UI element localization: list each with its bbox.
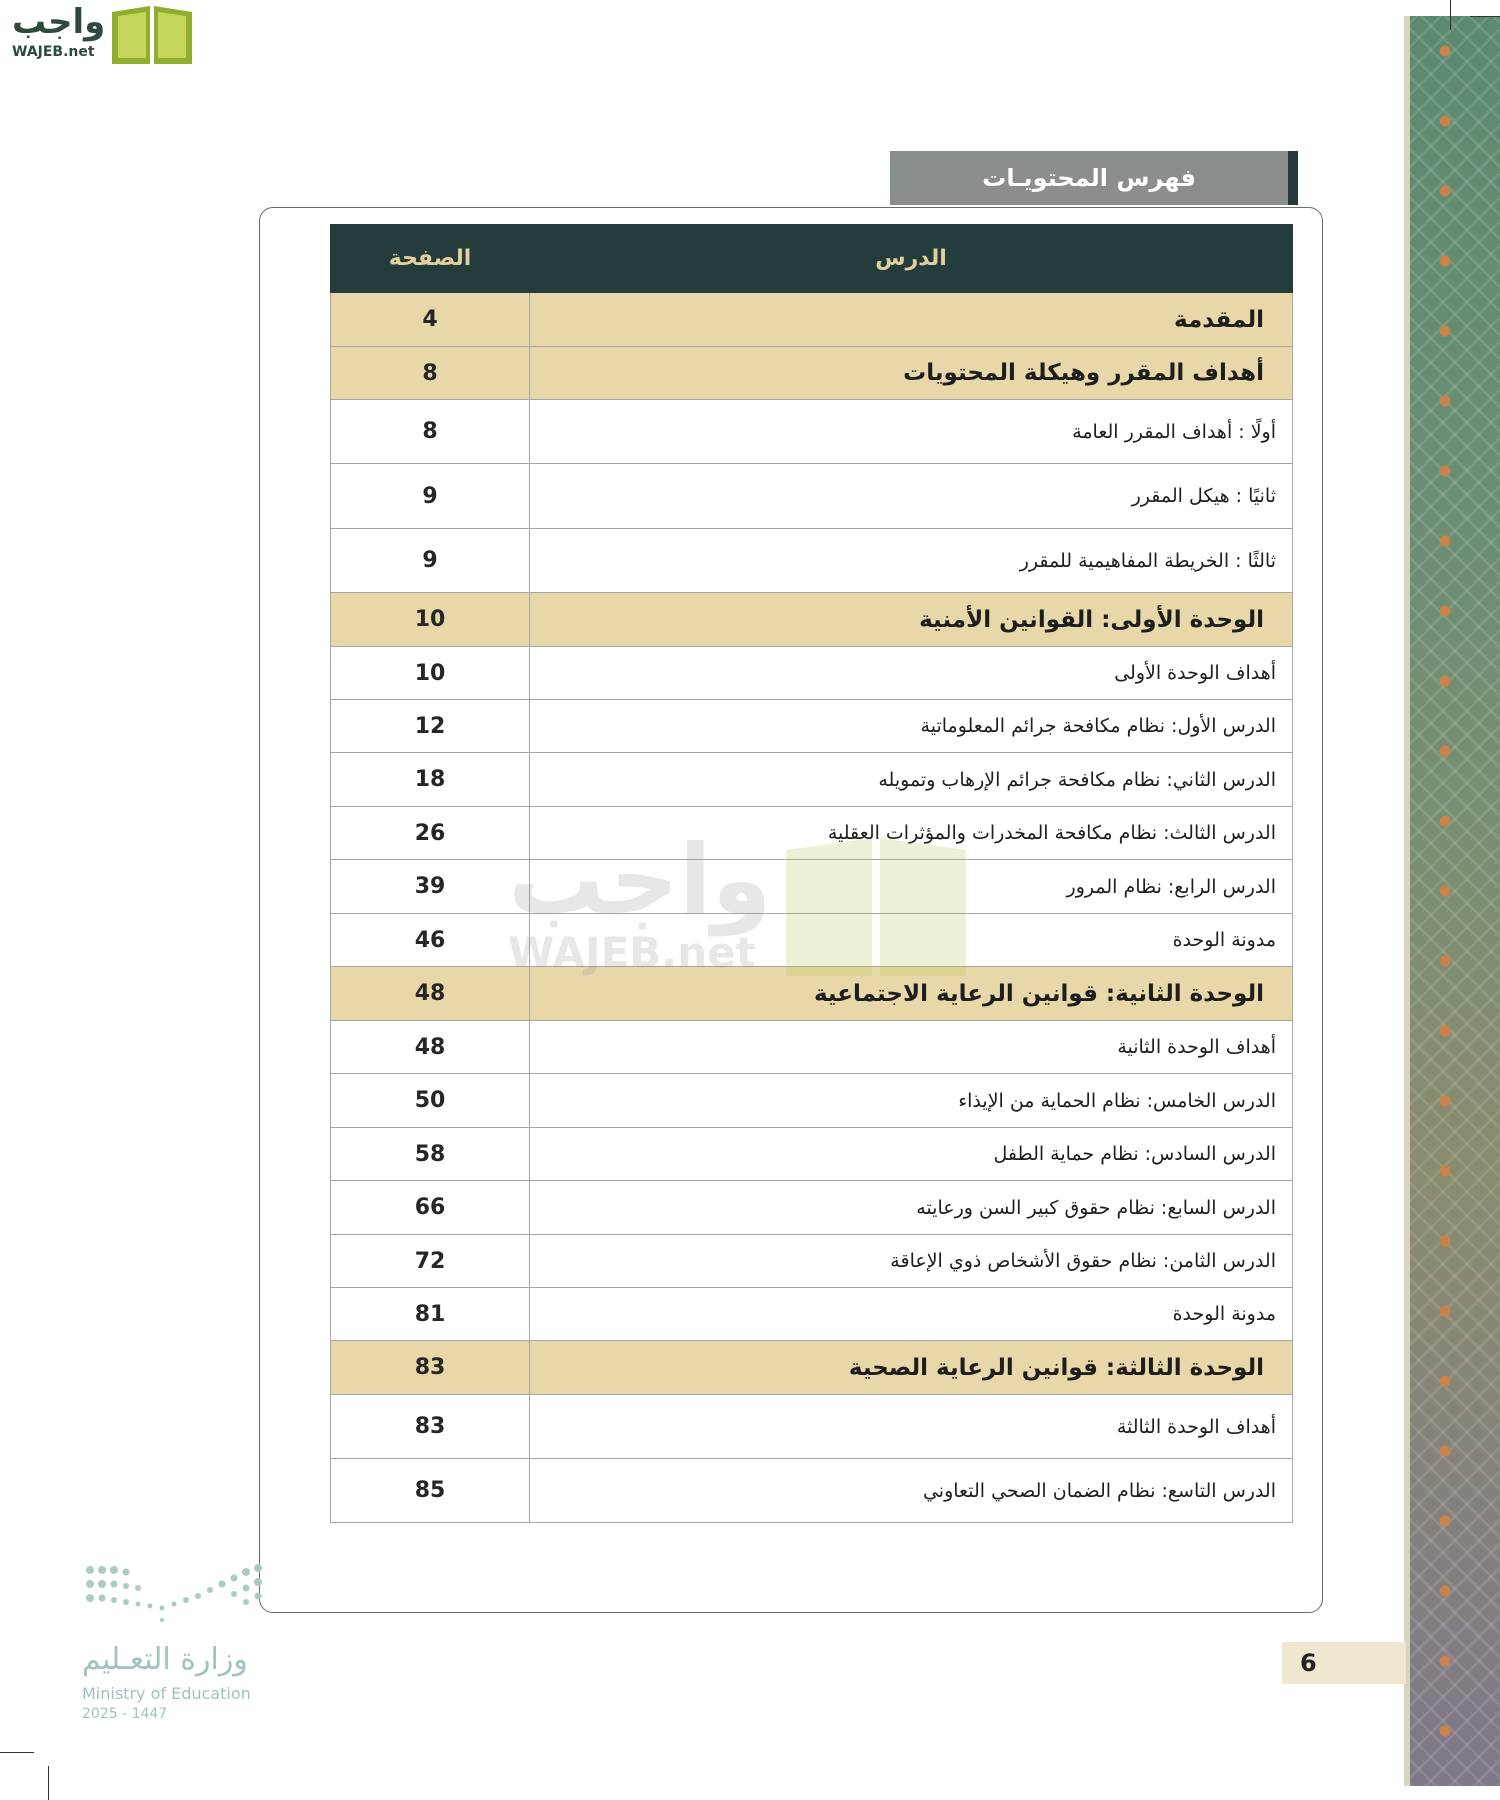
- toc-title: أهداف المقرر وهيكلة المحتويات: [530, 347, 1293, 400]
- ministry-year: 2025 - 1447: [82, 1706, 168, 1722]
- toc-page-number: 18: [331, 753, 530, 807]
- ministry-logo: [80, 1560, 280, 1730]
- logo-text: واجب: [12, 2, 106, 42]
- toc-page-number: 48: [331, 1021, 530, 1074]
- toc-title: مدونة الوحدة: [530, 1288, 1293, 1341]
- toc-page-number: 8: [331, 347, 530, 400]
- toc-title: ثالثًا : الخريطة المفاهيمية للمقرر: [530, 529, 1293, 593]
- toc-page-number: 48: [331, 967, 530, 1021]
- watermark-book-icon: [776, 830, 976, 980]
- toc-title: الدرس الأول: نظام مكافحة جرائم المعلوماتية: [530, 700, 1293, 753]
- toc-page-number: 9: [331, 464, 530, 529]
- decorative-pattern-strip: [1410, 16, 1500, 1786]
- toc-title: الدرس الرابع: نظام المرور: [530, 860, 1293, 914]
- crop-mark: [0, 1752, 34, 1753]
- toc-title: أولًا : أهداف المقرر العامة: [530, 400, 1293, 464]
- column-header-lesson: الدرس: [530, 225, 1293, 293]
- toc-row[interactable]: [331, 1235, 1293, 1288]
- toc-page-number: 26: [331, 807, 530, 860]
- toc-title: الدرس الثاني: نظام مكافحة جرائم الإرهاب وتمويله: [530, 753, 1293, 807]
- toc-page-number: 58: [331, 1128, 530, 1181]
- toc-row[interactable]: [331, 1459, 1293, 1523]
- toc-title: الوحدة الثالثة: قوانين الرعاية الصحية: [530, 1341, 1293, 1395]
- toc-title: أهداف الوحدة الأولى: [530, 647, 1293, 700]
- watermark: [500, 824, 1000, 990]
- toc-page-number: 8: [331, 400, 530, 464]
- toc-title: أهداف الوحدة الثالثة: [530, 1395, 1293, 1459]
- toc-row-unit[interactable]: [331, 1341, 1293, 1395]
- toc-title: الدرس الثامن: نظام حقوق الأشخاص ذوي الإعاقة: [530, 1235, 1293, 1288]
- ministry-dots-icon: [80, 1560, 270, 1630]
- toc-title: ثانيًا : هيكل المقرر: [530, 464, 1293, 529]
- ministry-arabic-name: وزارة التعـليم: [82, 1642, 248, 1677]
- toc-row-unit[interactable]: [331, 593, 1293, 647]
- toc-title: المقدمة: [530, 293, 1293, 347]
- toc-row[interactable]: [331, 647, 1293, 700]
- watermark-text: واجب: [508, 824, 772, 936]
- toc-row[interactable]: [331, 400, 1293, 464]
- toc-title: الدرس السادس: نظام حماية الطفل: [530, 1128, 1293, 1181]
- book-icon: [108, 2, 196, 68]
- toc-header-row: [331, 225, 1293, 293]
- logo-latin-text: WAJEB.net: [12, 44, 95, 60]
- toc-page-number: 46: [331, 914, 530, 967]
- toc-row[interactable]: [331, 1021, 1293, 1074]
- toc-page-number: 66: [331, 1181, 530, 1235]
- toc-page-number: 12: [331, 700, 530, 753]
- toc-row[interactable]: [331, 529, 1293, 593]
- toc-page-number: 83: [331, 1341, 530, 1395]
- toc-row[interactable]: [331, 464, 1293, 529]
- toc-row-section[interactable]: [331, 293, 1293, 347]
- toc-row[interactable]: [331, 1288, 1293, 1341]
- column-header-page: الصفحة: [331, 225, 530, 293]
- toc-page-number: 50: [331, 1074, 530, 1128]
- crop-mark: [1470, 16, 1500, 17]
- toc-title: الوحدة الأولى: القوانين الأمنية: [530, 593, 1293, 647]
- toc-row[interactable]: [331, 1128, 1293, 1181]
- toc-row[interactable]: [331, 1074, 1293, 1128]
- toc-page-number: 10: [331, 647, 530, 700]
- toc-row-section[interactable]: [331, 347, 1293, 400]
- crop-mark: [1450, 0, 1451, 30]
- toc-title: الدرس الخامس: نظام الحماية من الإيذاء: [530, 1074, 1293, 1128]
- toc-title: الوحدة الثانية: قوانين الرعاية الاجتماعية: [530, 967, 1293, 1021]
- site-logo[interactable]: [8, 2, 198, 70]
- toc-header-tab: فهرس المحتويـات: [890, 151, 1298, 205]
- toc-row[interactable]: [331, 1181, 1293, 1235]
- toc-title: الدرس الثالث: نظام مكافحة المخدرات والمؤثرات العقلية: [530, 807, 1293, 860]
- ministry-english-name: Ministry of Education: [82, 1684, 251, 1703]
- toc-title: الدرس التاسع: نظام الضمان الصحي التعاوني: [530, 1459, 1293, 1523]
- toc-row[interactable]: [331, 753, 1293, 807]
- toc-page-number: 39: [331, 860, 530, 914]
- toc-row[interactable]: [331, 700, 1293, 753]
- toc-page-number: 9: [331, 529, 530, 593]
- toc-title: الدرس السابع: نظام حقوق كبير السن ورعايته: [530, 1181, 1293, 1235]
- crop-mark: [48, 1766, 49, 1800]
- toc-title: مدونة الوحدة: [530, 914, 1293, 967]
- toc-page-number: 83: [331, 1395, 530, 1459]
- page-number: 6: [1282, 1642, 1406, 1684]
- toc-title: أهداف الوحدة الثانية: [530, 1021, 1293, 1074]
- toc-row[interactable]: [331, 1395, 1293, 1459]
- watermark-latin-text: WAJEB.net: [508, 928, 756, 977]
- toc-page-number: 72: [331, 1235, 530, 1288]
- toc-page-number: 4: [331, 293, 530, 347]
- toc-page-number: 10: [331, 593, 530, 647]
- toc-page-number: 85: [331, 1459, 530, 1523]
- toc-page-number: 81: [331, 1288, 530, 1341]
